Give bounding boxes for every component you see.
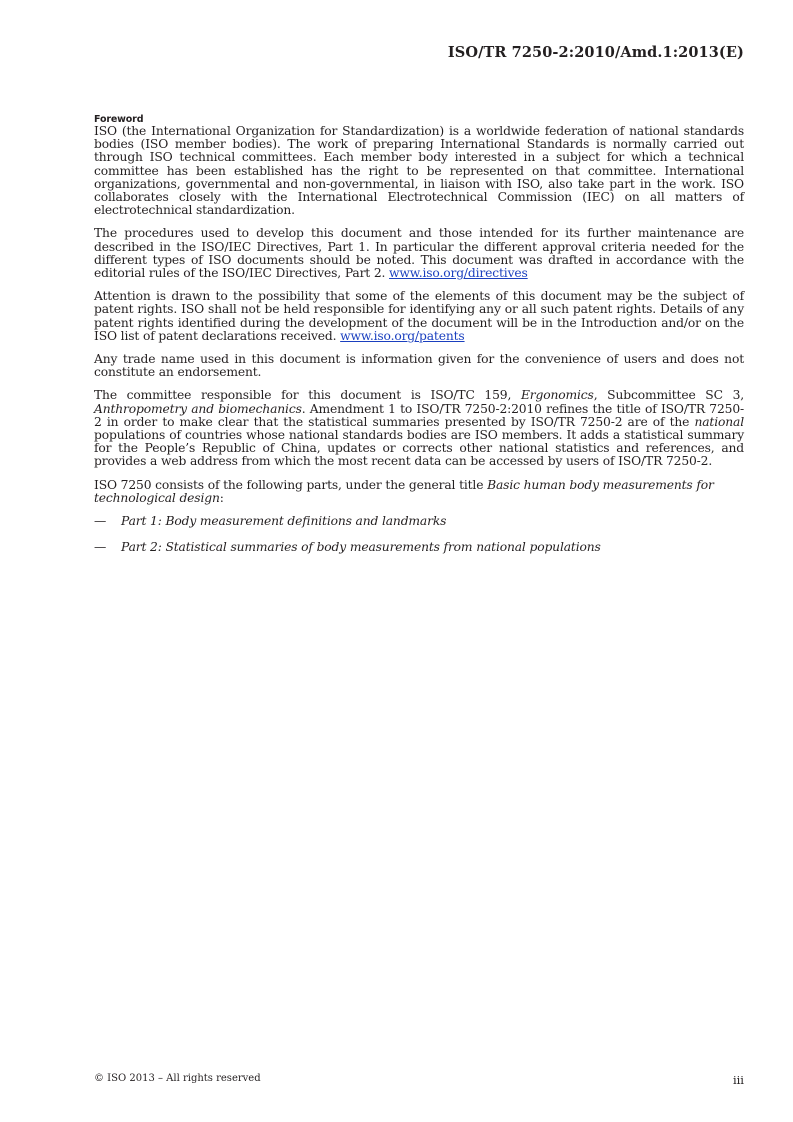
parts-intro-text: ISO 7250 consists of the following parts, under the general title (94, 477, 488, 492)
list-dash: — (94, 514, 107, 529)
list-item-text: Part 2: Statistical summaries of body measurements from national populations (121, 540, 601, 555)
list-item (94, 541, 744, 554)
list-item (94, 515, 744, 528)
paragraph-parts-intro (94, 479, 744, 505)
paragraph-trade-name: Any trade name used in this document is information given for the convenience of users and does not constitute an endorsement. (94, 352, 744, 380)
parts-intro-colon: : (219, 490, 224, 505)
paragraph-iso-intro: ISO (the International Organization for Standardization) is a worldwide federation of national standards bodies (ISO member bodies). The work of preparing International Standards is normally carried out through ISO technical committees. Each member body interested in a subject for which a technical committee has been established has the right to be represented on that committee. International organizations, governmental and non-governmental, in liaison with ISO, also take part in the work. ISO collaborates closely with the International Electrotechnical Commission (IEC) on all matters of electrotechnical standardization. (94, 124, 744, 218)
paragraph-procedures-text: The procedures used to develop this document and those intended for its further maintenance are described in the ISO/IEC Directives, Part 1. In particular the different approval criteria needed for the different types of ISO documents should be noted. This document was drafted in accordance with the editorial rules of the ISO/IEC Directives, Part 2. (94, 226, 744, 281)
document-id-header: ISO/TR 7250-2:2010/Amd.1:2013(E) (447, 44, 744, 61)
foreword-section (94, 114, 744, 567)
paragraph-procedures (94, 227, 744, 280)
patents-link[interactable]: www.iso.org/patents (340, 328, 465, 343)
parts-list (94, 515, 744, 554)
list-dash: — (94, 540, 107, 555)
directives-link[interactable]: www.iso.org/directives (389, 266, 528, 281)
committee-text-a: The committee responsible for this document is ISO/TC 159, (94, 388, 521, 403)
paragraph-patents-text: Attention is drawn to the possibility that some of the elements of this document may be the subject of patent rights. ISO shall not be held responsible for identifying any or all such patent rights. Details of any patent rights identified during the development of the document will be in the Introduction and/or on the ISO list of patent declarations received. (94, 289, 744, 343)
committee-national: national (694, 414, 744, 429)
page-footer (94, 1073, 744, 1087)
list-item-text: Part 1: Body measurement definitions and landmarks (121, 514, 447, 529)
committee-anthropometry: Anthropometry and biomechanics (94, 401, 302, 416)
committee-ergonomics: Ergonomics (520, 388, 594, 403)
page-number: iii (732, 1073, 744, 1087)
committee-text-b: , Subcommittee SC 3, (593, 388, 744, 403)
paragraph-committee (94, 389, 744, 468)
committee-text-c: . Amendment 1 to ISO/TR 7250-2:2010 refines the title of ISO/TR 7250-2 in order to make clear that the statistical summaries presented by ISO/TR 7250-2 are of the (94, 401, 744, 429)
parts-general-title: Basic human body measurements for technological design (94, 477, 714, 505)
foreword-heading: Foreword (94, 114, 144, 125)
paragraph-patents (94, 290, 744, 343)
committee-text-d: populations of countries whose national standards bodies are ISO members. It adds a statistical summary for the People’s Republic of China, updates or corrects other national statistics and references, and provides a web address from which the most recent data can be accessed by users of ISO/TR 7250-2. (94, 428, 744, 469)
copyright-notice: © ISO 2013 – All rights reserved (94, 1073, 261, 1084)
